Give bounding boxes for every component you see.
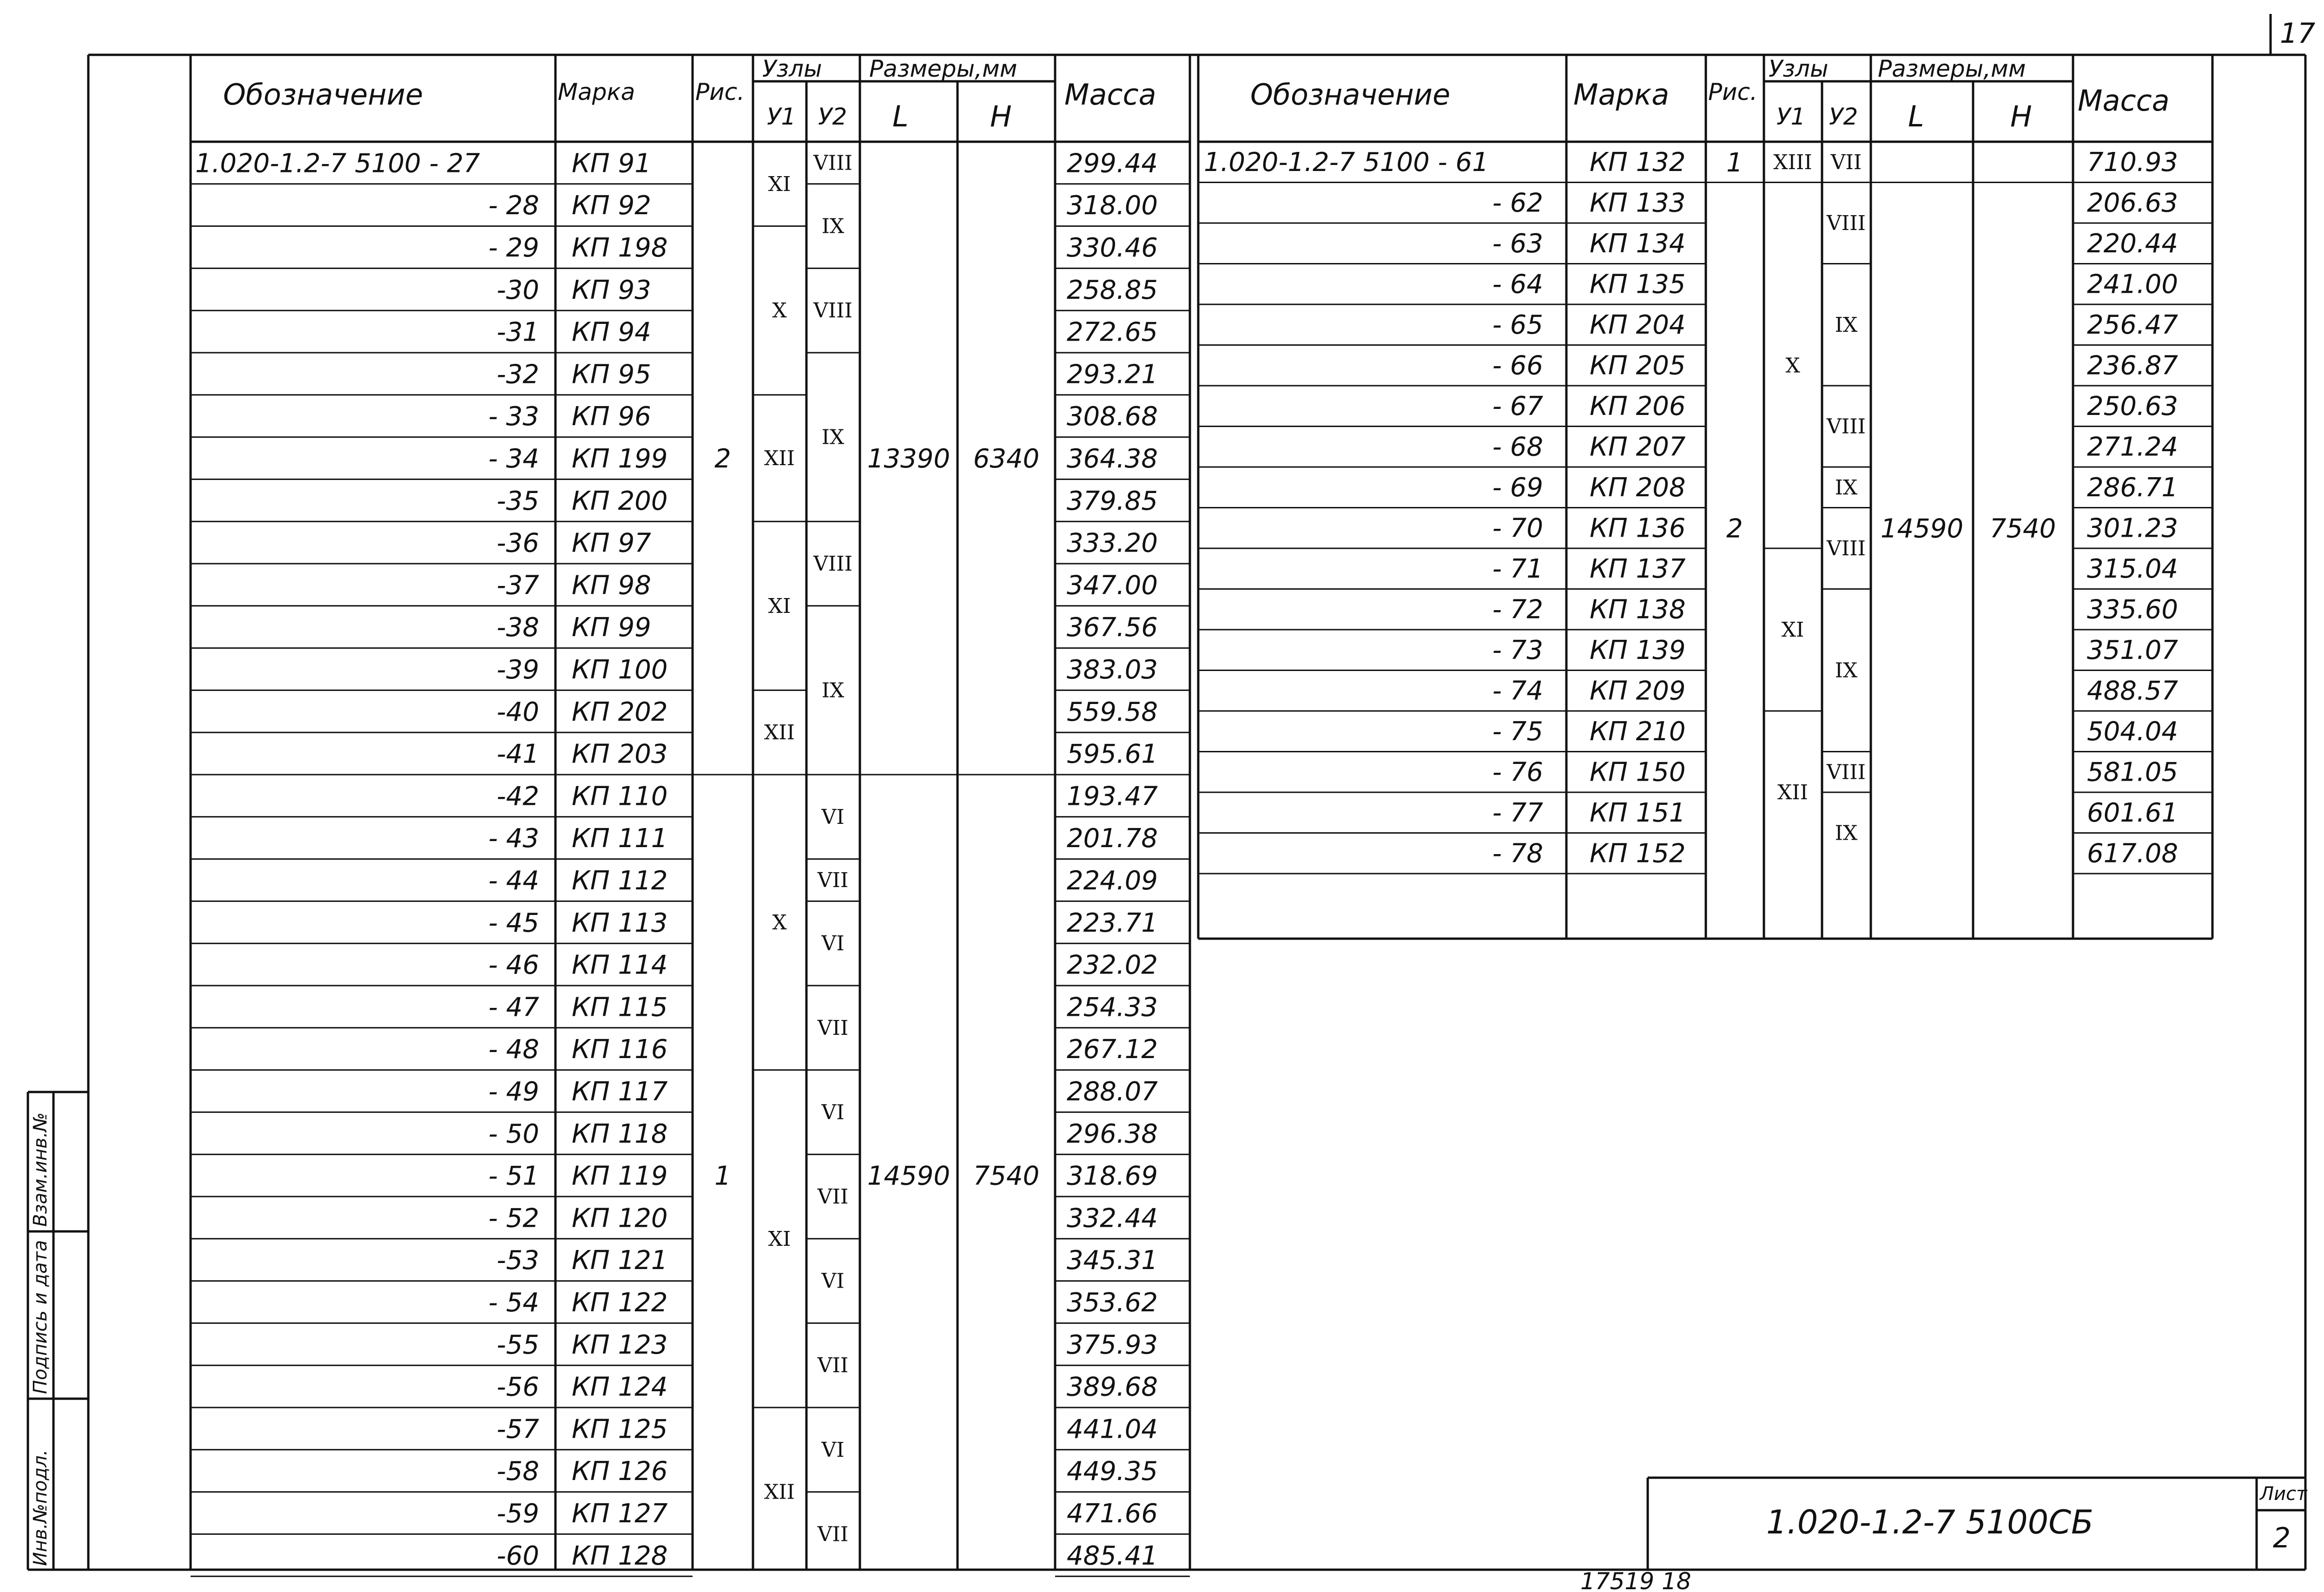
lt-mass: 347.00 [1067,570,1158,601]
rt-u2: VIII [1827,414,1866,439]
rt-mark: КП 132 [1590,147,1686,178]
lt-mark: КП 198 [572,232,668,263]
lt-designation: -41 [496,739,539,770]
rt-mass: 617.08 [2087,838,2178,869]
rt-header-mass: Масса [2078,84,2170,118]
lt-designation: - 50 [488,1118,539,1149]
lt-mass: 389.68 [1067,1372,1158,1402]
rt-mass: 256.47 [2087,310,2178,340]
title-block-sheet: 2 [2273,1522,2291,1554]
lt-designation: -35 [496,486,539,516]
rt-mark: КП 205 [1590,350,1686,381]
rt-size-H: 7540 [1989,513,2056,544]
lt-u1: X [772,910,787,934]
rt-u2: VIII [1827,211,1866,235]
lt-designation: - 54 [488,1287,539,1318]
lt-designation: -42 [496,781,539,812]
lt-u1: XI [768,594,791,618]
rt-header-u1: У1 [1776,103,1806,130]
rt-designation: - 75 [1492,717,1543,747]
lt-mark: КП 127 [572,1498,668,1529]
lt-mark: КП 114 [572,950,668,980]
rt-designation: - 66 [1492,350,1543,381]
rt-mass: 286.71 [2087,473,2178,503]
lt-mass: 318.00 [1067,191,1158,221]
lt-mass: 224.09 [1067,865,1158,896]
lt-header-u2: У2 [818,103,847,130]
lt-mark: КП 95 [572,359,651,390]
lt-mass: 318.69 [1067,1161,1158,1191]
lt-mark: КП 121 [572,1245,668,1276]
lt-u2: IX [821,425,845,449]
lt-mass: 333.20 [1067,528,1158,559]
rt-header-sizes: Размеры,мм [1878,55,2026,82]
rt-mass: 315.04 [2087,554,2178,584]
lt-mass: 449.35 [1067,1456,1158,1487]
rt-u2: VIII [1827,537,1866,560]
lt-mark: КП 116 [572,1034,668,1065]
rt-header-H: H [2010,99,2032,133]
title-block-sheet-label: Лист [2260,1483,2307,1505]
rt-mark: КП 151 [1590,798,1686,828]
rt-mark: КП 134 [1590,229,1686,259]
lt-header-u1: У1 [767,103,796,130]
rt-designation: - 76 [1492,757,1543,788]
rt-header-mark: Марка [1573,78,1670,112]
rt-mass: 601.61 [2087,798,2178,828]
lt-u2: VII [817,1354,849,1378]
lt-u1: XII [764,721,795,745]
lt-u2: VI [821,1269,845,1293]
lt-u2: VII [817,1522,849,1546]
lt-mark: КП 199 [572,443,668,474]
lt-mark: КП 100 [572,654,668,685]
lt-mark: КП 119 [572,1161,668,1191]
lt-mark: КП 112 [572,865,668,896]
rt-designation: - 72 [1492,594,1543,625]
lt-u2: VII [817,1016,849,1040]
lt-mark: КП 128 [572,1540,668,1571]
lt-designation: - 45 [488,908,539,938]
rt-designation: - 78 [1492,838,1543,869]
rt-designation: - 62 [1492,188,1543,218]
lt-mark: КП 113 [572,908,668,938]
title-block-code: 1.020-1.2-7 5100СБ [1766,1503,2094,1541]
lt-designation: - 44 [488,865,539,896]
rt-mark: КП 150 [1590,757,1686,788]
rt-designation: - 73 [1492,635,1543,665]
rt-mass: 488.57 [2087,676,2178,706]
lt-size-H: 6340 [973,444,1040,474]
lt-mass: 193.47 [1067,781,1158,812]
lt-fig: 2 [714,444,731,474]
rt-mark: КП 207 [1590,432,1686,462]
lt-mark: КП 96 [572,401,651,432]
rt-mass: 271.24 [2087,432,2178,462]
sheet-number: 17 [2280,17,2316,50]
lt-mass: 383.03 [1067,654,1158,685]
lt-mass: 559.58 [1067,697,1158,727]
rt-mark: КП 138 [1590,594,1686,625]
rt-designation: - 69 [1492,473,1543,503]
lt-header-nodes: Узлы [762,55,822,82]
lt-mass: 471.66 [1067,1498,1158,1529]
rt-designation: - 63 [1492,229,1543,259]
rt-u1: XIII [1773,150,1812,174]
lt-mass: 595.61 [1067,739,1158,770]
rt-header-nodes: Узлы [1769,55,1829,82]
lt-mark: КП 111 [572,823,668,854]
lt-mark: КП 115 [572,992,668,1023]
bottom-note: 17519 18 [1580,1568,1691,1592]
lt-header-designation: Обозначение [223,78,423,112]
lt-designation: -53 [496,1245,539,1276]
lt-mass: 272.65 [1067,317,1158,348]
rt-mass: 335.60 [2087,594,2178,625]
lt-designation: - 49 [488,1076,539,1107]
rt-mark: КП 135 [1590,269,1686,300]
lt-mark: КП 110 [572,781,668,812]
lt-header-mark: Марка [558,79,635,105]
lt-u2: IX [821,214,845,238]
lt-header-H: H [990,99,1012,133]
lt-u1: XI [768,172,791,196]
lt-mark: КП 118 [572,1118,668,1149]
lt-mass: 485.41 [1067,1540,1158,1571]
rt-u1: X [1785,354,1800,378]
rt-mass: 581.05 [2087,757,2178,788]
lt-mass: 332.44 [1067,1203,1158,1234]
lt-u1: XII [764,1480,795,1504]
side-stamp-inv-no: Инв.№подл. [30,1449,51,1566]
lt-designation: - 29 [488,232,539,263]
lt-u2: VIII [813,552,852,576]
rt-header-designation: Обозначение [1250,78,1451,112]
rt-designation-first: 1.020-1.2-7 5100 - 61 [1204,147,1489,178]
lt-designation-first: 1.020-1.2-7 5100 - 27 [195,148,480,179]
rt-size-L: 14590 [1880,513,1964,544]
lt-size-L: 14590 [867,1161,951,1191]
rt-mark: КП 210 [1590,717,1686,747]
lt-u1: X [772,299,787,323]
rt-mass: 351.07 [2087,635,2178,665]
lt-designation: -36 [496,528,539,559]
lt-fig: 1 [714,1161,731,1191]
lt-mass: 288.07 [1067,1076,1158,1107]
rt-mass: 301.23 [2087,513,2178,544]
lt-mass: 330.46 [1067,232,1158,263]
rt-mass: 241.00 [2087,269,2178,300]
lt-designation: - 46 [488,950,539,980]
lt-mark: КП 99 [572,612,651,643]
lt-mark: КП 117 [572,1076,668,1107]
lt-u2: IX [821,678,845,703]
lt-header-fig: Рис. [695,79,745,105]
lt-mass: 299.44 [1067,148,1158,179]
lt-mark: КП 91 [572,148,651,179]
lt-designation: -37 [496,570,539,601]
lt-mark: КП 92 [572,191,651,221]
lt-mark: КП 94 [572,317,651,348]
rt-designation: - 65 [1492,310,1543,340]
rt-mark: КП 206 [1590,391,1686,421]
lt-mass: 345.31 [1067,1245,1158,1276]
rt-mass: 504.04 [2087,717,2178,747]
lt-mark: КП 126 [572,1456,668,1487]
lt-designation: - 47 [488,992,539,1023]
lt-u2: VII [817,1185,849,1209]
rt-mark: КП 204 [1590,310,1686,340]
lt-mark: КП 93 [572,275,651,305]
rt-mark: КП 209 [1590,676,1686,706]
lt-mark: КП 122 [572,1287,668,1318]
lt-u2: VII [817,868,849,892]
rt-header-u2: У2 [1829,103,1858,130]
rt-mass: 206.63 [2087,188,2178,218]
rt-u2: IX [1835,313,1858,337]
rt-designation: - 67 [1492,391,1543,421]
lt-designation: -31 [496,317,539,348]
lt-designation: -56 [496,1372,539,1402]
rt-mark: КП 152 [1590,838,1686,869]
rt-designation: - 71 [1492,554,1543,584]
lt-u2: VI [821,932,845,956]
lt-u2: VIII [813,299,852,323]
lt-mark: КП 203 [572,739,668,770]
lt-mark: КП 120 [572,1203,668,1234]
lt-designation: -39 [496,654,539,685]
lt-designation: -32 [496,359,539,390]
lt-designation: -58 [496,1456,539,1487]
lt-designation: - 33 [488,401,539,432]
rt-mark: КП 139 [1590,635,1686,665]
lt-designation: - 48 [488,1034,539,1065]
lt-u2: VI [821,805,845,829]
lt-u1: XI [768,1227,791,1251]
lt-mark: КП 202 [572,697,668,727]
rt-u2: VIII [1827,760,1866,784]
rt-u2: IX [1835,821,1858,845]
lt-mass: 375.93 [1067,1329,1158,1360]
lt-mass: 379.85 [1067,486,1158,516]
lt-designation: -60 [496,1540,539,1571]
lt-designation: - 52 [488,1203,539,1234]
rt-fig: 2 [1726,513,1743,544]
rt-designation: - 64 [1492,269,1543,300]
lt-designation: - 51 [488,1161,539,1191]
lt-mark: КП 97 [572,528,651,559]
lt-mass: 232.02 [1067,950,1158,980]
lt-mass: 201.78 [1067,823,1158,854]
lt-header-L: L [892,99,909,133]
rt-u2: IX [1835,658,1858,683]
rt-u1: XII [1777,781,1809,804]
lt-mass: 308.68 [1067,401,1158,432]
rt-designation: - 77 [1492,798,1543,828]
lt-designation: -40 [496,697,539,727]
lt-mass: 364.38 [1067,443,1158,474]
rt-mark: КП 133 [1590,188,1686,218]
lt-mass: 293.21 [1067,359,1158,390]
rt-u1: XI [1781,618,1804,642]
lt-mass: 267.12 [1067,1034,1158,1065]
rt-designation: - 70 [1492,513,1543,544]
lt-mark: КП 124 [572,1372,668,1402]
lt-size-H: 7540 [973,1161,1040,1191]
lt-u2: VI [821,1438,845,1462]
rt-mass: 250.63 [2087,391,2178,421]
lt-mark: КП 200 [572,486,668,516]
rt-mass: 710.93 [2087,147,2178,178]
lt-designation: - 34 [488,443,539,474]
lt-header-sizes: Размеры,мм [869,55,1017,82]
lt-mark: КП 125 [572,1414,668,1445]
rt-mark: КП 136 [1590,513,1686,544]
lt-mass: 258.85 [1067,275,1158,305]
lt-mass: 296.38 [1067,1118,1158,1149]
lt-u1: XII [764,447,795,470]
rt-mark: КП 208 [1590,473,1686,503]
side-stamp-replaced-inv: Взам.инв.№ [30,1112,51,1227]
rt-mass: 220.44 [2087,229,2178,259]
lt-mark: КП 98 [572,570,651,601]
lt-u2: VI [821,1100,845,1125]
rt-fig: 1 [1726,147,1743,178]
rt-header-L: L [1908,99,1924,133]
lt-header-mass: Масса [1064,78,1156,112]
lt-designation: -55 [496,1329,539,1360]
lt-mark: КП 123 [572,1329,668,1360]
lt-designation: -38 [496,612,539,643]
side-stamp-signature-date: Подпись и дата [30,1240,51,1394]
rt-u2: VII [1830,150,1862,174]
lt-mass: 254.33 [1067,992,1158,1023]
rt-designation: - 68 [1492,432,1543,462]
lt-designation: - 43 [488,823,539,854]
lt-mass: 367.56 [1067,612,1158,643]
rt-mark: КП 137 [1590,554,1686,584]
lt-mass: 223.71 [1067,908,1158,938]
rt-designation: - 74 [1492,676,1543,706]
lt-mass: 441.04 [1067,1414,1158,1445]
lt-size-L: 13390 [867,444,951,474]
lt-designation: -57 [496,1414,539,1445]
lt-mass: 353.62 [1067,1287,1158,1318]
lt-designation: - 28 [488,191,539,221]
lt-designation: -30 [496,275,539,305]
rt-u2: IX [1835,475,1858,500]
rt-mass: 236.87 [2087,350,2178,381]
lt-u2: VIII [813,151,852,175]
lt-designation: -59 [496,1498,539,1529]
rt-header-fig: Рис. [1708,79,1758,105]
